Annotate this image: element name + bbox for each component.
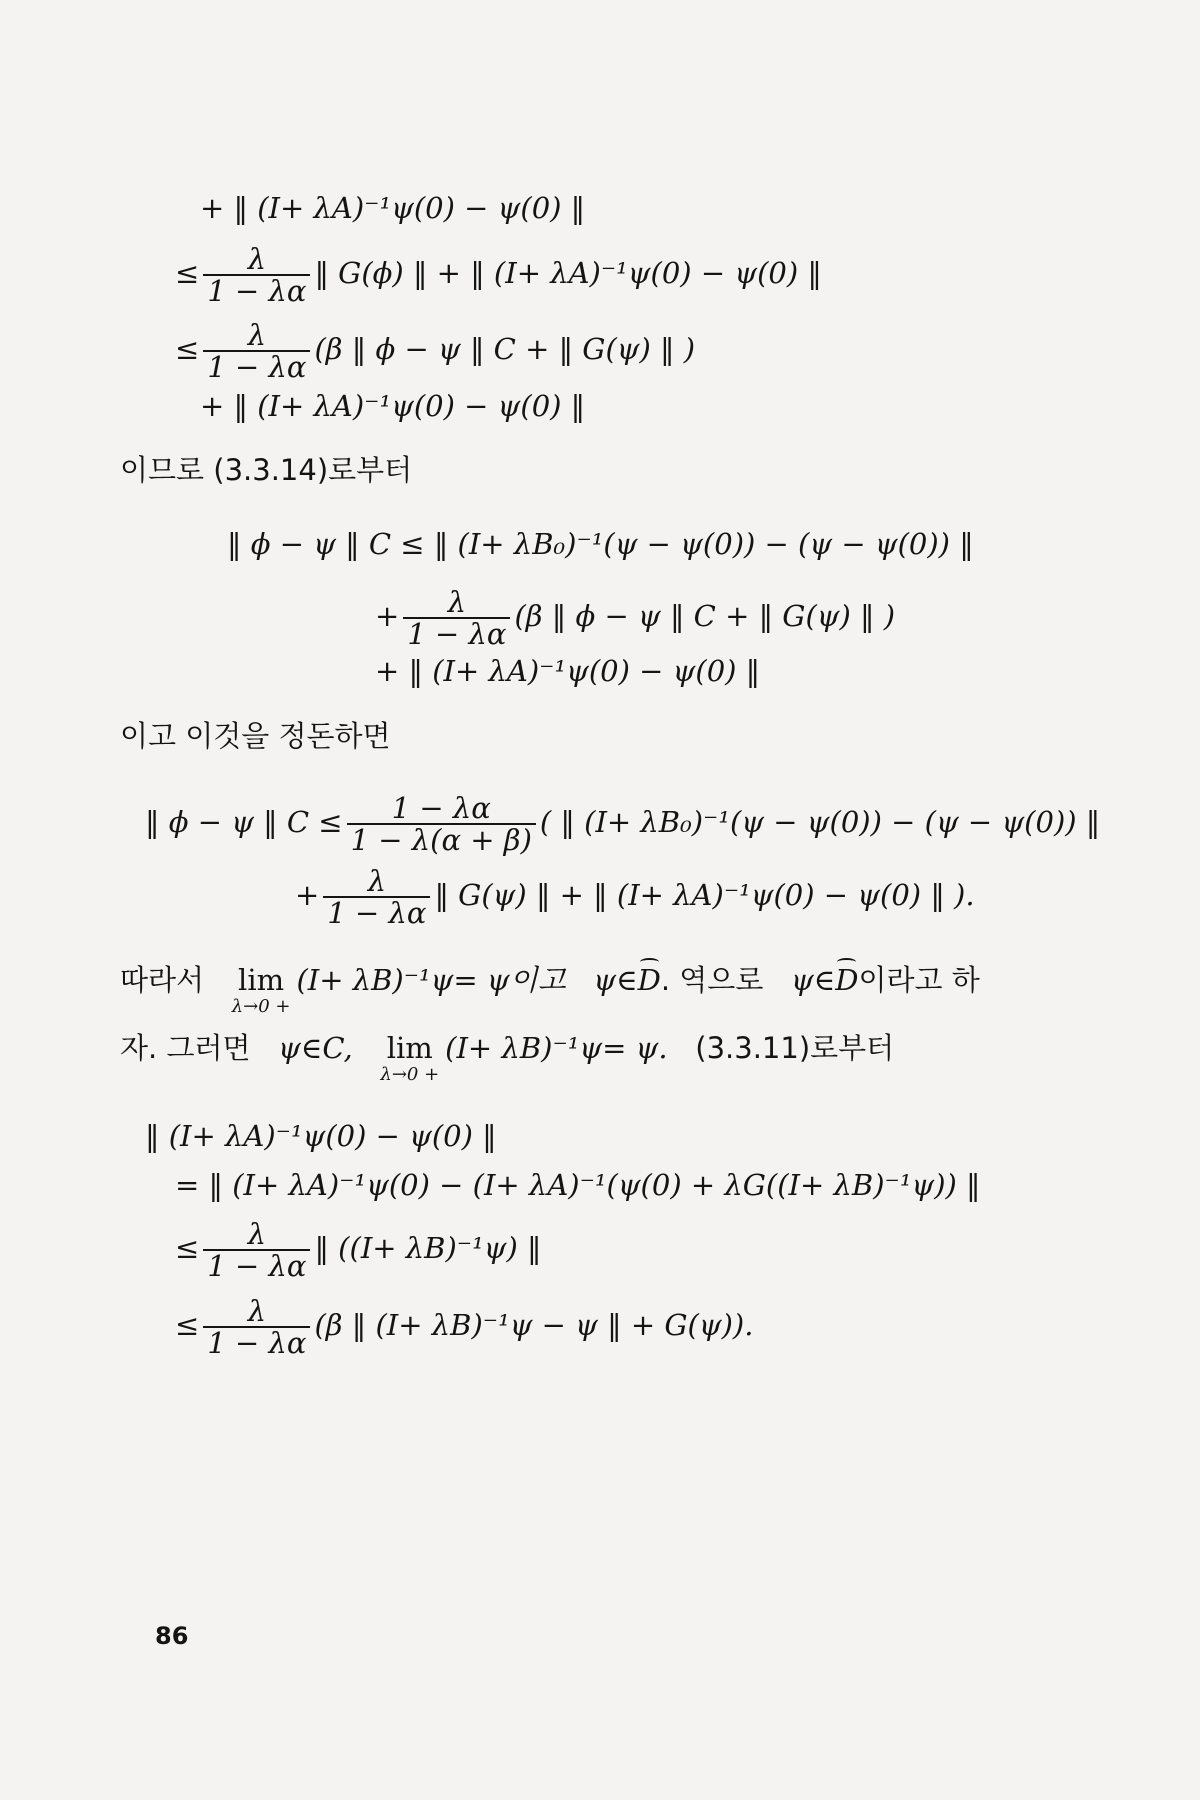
equation-line-4: + ‖ (I+ λA)⁻¹ψ(0) − ψ(0) ‖ xyxy=(200,389,586,423)
equation-line-6: + $\frac{\lambda}{1 - \lambda\alpha}$ (β ‖ ϕ − ψ ‖ C + ‖ G(ψ) ‖ ) xyxy=(375,585,896,651)
text-line-1: 이므로 (3.3.14)로부터 xyxy=(120,453,413,487)
limit-operator: lim λ→0 + xyxy=(380,1031,440,1085)
d-hat-symbol: D xyxy=(835,963,859,997)
equation-line-7: + ‖ (I+ λA)⁻¹ψ(0) − ψ(0) ‖ xyxy=(375,654,761,688)
d-hat-symbol: D xyxy=(637,963,661,997)
equation-line-10: ‖ (I+ λA)⁻¹ψ(0) − ψ(0) ‖ xyxy=(145,1119,497,1153)
equation-line-5: ‖ ϕ − ψ ‖ C ≤ ‖ (I+ λB₀)⁻¹(ψ − ψ(0)) − (ψ − ψ(0)) ‖ xyxy=(227,527,974,561)
fraction: $\frac{\lambda}{1 - \lambda\alpha}$ xyxy=(323,866,430,928)
equation-line-13: ≤ $\frac{\lambda}{1 - \lambda\alpha}$ (β ‖ (I+ λB)⁻¹ψ − ψ ‖ + G(ψ)). xyxy=(175,1294,754,1360)
equation-line-2: ≤ $\frac{\lambda}{1 - \lambda\alpha}$ ‖ G(ϕ) ‖ + ‖ (I+ λA)⁻¹ψ(0) − ψ(0) ‖ xyxy=(175,242,822,308)
limit-operator: lim λ→0 + xyxy=(231,963,291,1017)
fraction: $\frac{\lambda}{1 - \lambda\alpha}$ xyxy=(203,1296,310,1358)
fraction: $\frac{\lambda}{1 - \lambda\alpha}$ xyxy=(403,587,510,649)
text-line-4: 자. 그러면 ψ∈C, lim λ→0 + (I+ λB)⁻¹ψ= ψ. (3.3.11)로부터 xyxy=(120,1031,895,1085)
equation-line-1: + ‖ (I+ λA)⁻¹ψ(0) − ψ(0) ‖ xyxy=(200,191,586,225)
text-line-3: 따라서 lim λ→0 + (I+ λB)⁻¹ψ= ψ이고 ψ∈D. 역으로 ψ∈D이라고 하 xyxy=(120,963,980,1017)
equation-line-12: ≤ $\frac{\lambda}{1 - \lambda\alpha}$ ‖ ((I+ λB)⁻¹ψ) ‖ xyxy=(175,1217,542,1283)
equation-line-8: ‖ ϕ − ψ ‖ C ≤ $\frac{1 - \lambda\alpha}{1 - \lambda(\alpha + \beta)}$ ( ‖ (I+ λB₀)⁻¹(ψ − ψ(0)) − (ψ − ψ(0)) ‖ xyxy=(145,791,1101,857)
fraction: $\frac{1 - \lambda\alpha}{1 - \lambda(\alpha + \beta)}$ xyxy=(347,793,536,855)
fraction: $\frac{\lambda}{1 - \lambda\alpha}$ xyxy=(203,1219,310,1281)
fraction: $\frac{\lambda}{1 - \lambda\alpha}$ xyxy=(203,320,310,382)
page-number: 86 xyxy=(155,1622,189,1650)
equation-line-11: = ‖ (I+ λA)⁻¹ψ(0) − (I+ λA)⁻¹(ψ(0) + λG((I+ λB)⁻¹ψ)) ‖ xyxy=(175,1168,981,1202)
fraction: $\frac{\lambda}{1 - \lambda\alpha}$ xyxy=(203,244,310,306)
equation-line-3: ≤ $\frac{\lambda}{1 - \lambda\alpha}$ (β ‖ ϕ − ψ ‖ C + ‖ G(ψ) ‖ ) xyxy=(175,318,696,384)
text-line-2: 이고 이것을 정돈하면 xyxy=(120,719,391,753)
equation-line-9: + $\frac{\lambda}{1 - \lambda\alpha}$ ‖ G(ψ) ‖ + ‖ (I+ λA)⁻¹ψ(0) − ψ(0) ‖ ). xyxy=(295,864,975,930)
